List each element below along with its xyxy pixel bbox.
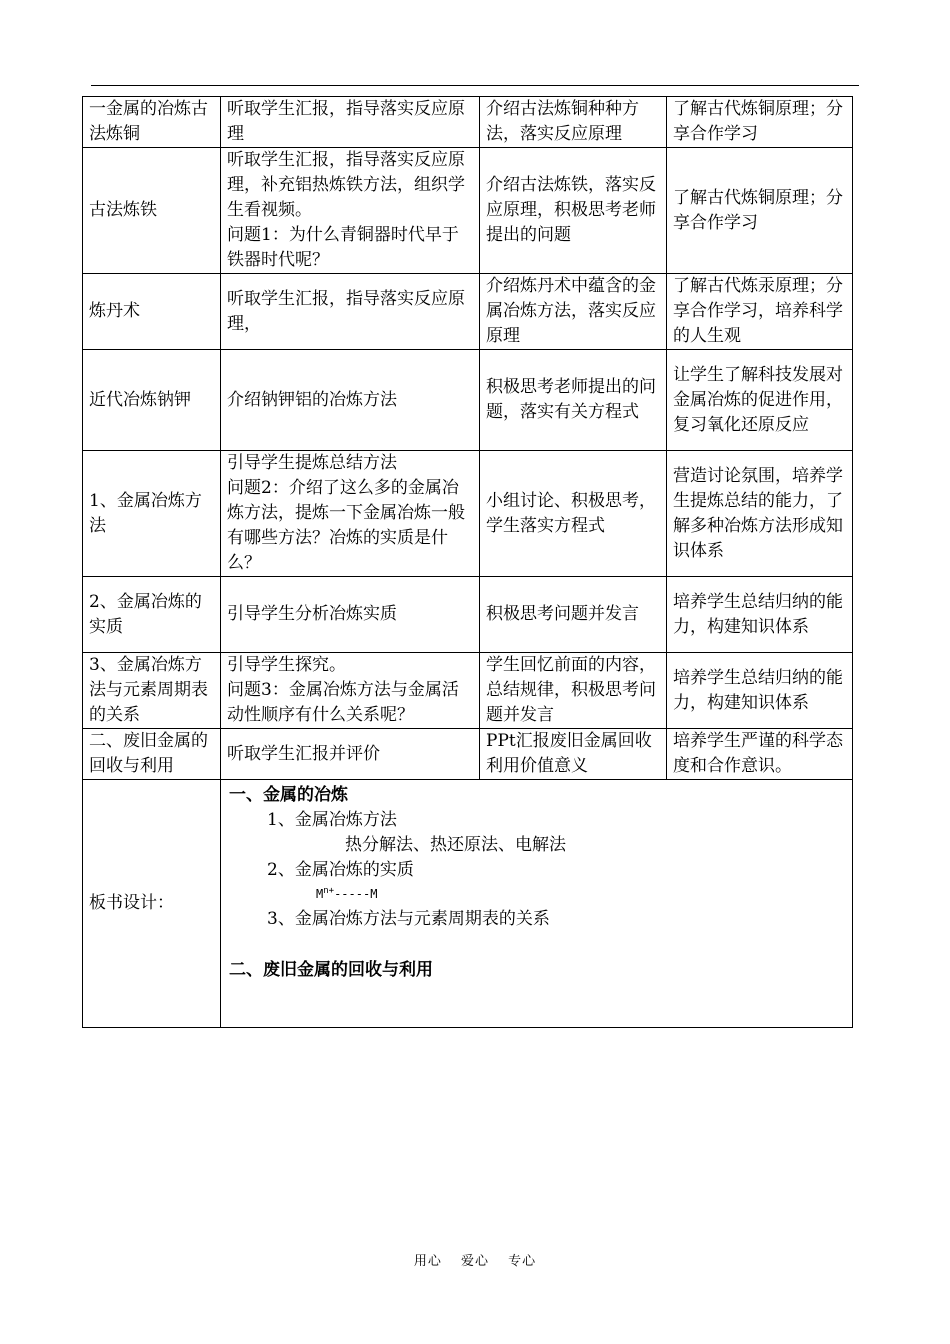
teacher-activity-cell: 引导学生分析冶炼实质 (221, 577, 480, 653)
section-cell: 炼丹术 (83, 274, 221, 350)
student-activity-cell: 学生回忆前面的内容，总结规律，积极思考问题并发言 (480, 653, 667, 729)
table-row (83, 148, 853, 274)
table-row (83, 274, 853, 350)
design-intent-cell: 营造讨论氛围，培养学生提炼总结的能力，了解多种冶炼方法形成知识体系 (667, 451, 853, 577)
student-activity-cell: 介绍炼丹术中蕴含的金属冶炼方法，落实反应原理 (480, 274, 667, 350)
board-item-3: 3、金属冶炼方法与元素周期表的关系 (267, 908, 550, 929)
student-activity-cell: 介绍古法炼铁，落实反应原理，积极思考老师提出的问题 (480, 148, 667, 274)
table-row (83, 577, 853, 653)
table-row (83, 729, 853, 780)
teacher-activity-cell: 引导学生探究。 问题3：金属冶炼方法与金属活动性顺序有什么关系呢？ (221, 653, 480, 729)
table-row (83, 653, 853, 729)
page-footer (0, 1250, 950, 1269)
design-intent-cell: 培养学生总结归纳的能力，构建知识体系 (667, 577, 853, 653)
section-cell: 一金属的冶炼古法炼铜 (83, 97, 221, 148)
teacher-activity-cell: 听取学生汇报并评价 (221, 729, 480, 780)
student-activity-cell: 积极思考老师提出的问题，落实有关方程式 (480, 350, 667, 451)
design-intent-cell: 让学生了解科技发展对金属冶炼的促进作用，复习氧化还原反应 (667, 350, 853, 451)
lesson-plan-table (82, 96, 853, 1028)
student-activity-cell: 介绍古法炼铜种种方法，落实反应原理 (480, 97, 667, 148)
table-row (83, 350, 853, 451)
board-design-content (221, 780, 853, 1028)
teacher-activity-cell: 介绍钠钾铝的冶炼方法 (221, 350, 480, 451)
student-activity-cell: 小组讨论、积极思考，学生落实方程式 (480, 451, 667, 577)
board-item-2: 2、金属冶炼的实质 (267, 859, 414, 880)
teacher-activity-cell: 听取学生汇报，指导落实反应原理 (221, 97, 480, 148)
header-rule (91, 85, 859, 86)
section-cell: 3、金属冶炼方法与元素周期表的关系 (83, 653, 221, 729)
table-row (83, 451, 853, 577)
teacher-activity-cell: 引导学生提炼总结方法 问题2：介绍了这么多的金属冶炼方法，提炼一下金属冶炼一般有哪些方法？冶炼的实质是什么？ (221, 451, 480, 577)
board-design-row (83, 780, 853, 1028)
board-heading-1: 一、金属的冶炼 (229, 784, 348, 805)
teacher-activity-cell: 听取学生汇报，指导落实反应原理，补充铝热炼铁方法，组织学生看视频。 问题1：为什么青铜器时代早于铁器时代呢？ (221, 148, 480, 274)
section-cell: 2、金属冶炼的实质 (83, 577, 221, 653)
section-cell: 二、废旧金属的回收与利用 (83, 729, 221, 780)
design-intent-cell: 了解古代炼汞原理；分享合作学习，培养科学的人生观 (667, 274, 853, 350)
table-row (83, 97, 853, 148)
board-design-label: 板书设计： (83, 780, 221, 1028)
design-intent-cell: 培养学生严谨的科学态度和合作意识。 (667, 729, 853, 780)
design-intent-cell: 了解古代炼铜原理；分享合作学习 (667, 97, 853, 148)
board-heading-2: 二、废旧金属的回收与利用 (229, 959, 433, 980)
footer-word: 专心 (508, 1254, 537, 1269)
board-item-1: 1、金属冶炼方法 (267, 809, 397, 830)
section-cell: 近代冶炼钠钾 (83, 350, 221, 451)
design-intent-cell: 了解古代炼铜原理；分享合作学习 (667, 148, 853, 274)
section-cell: 1、金属冶炼方法 (83, 451, 221, 577)
board-formula: $M^{n+}-----M$ (316, 885, 378, 901)
footer-word: 爱心 (460, 1254, 489, 1269)
section-cell: 古法炼铁 (83, 148, 221, 274)
teacher-activity-cell: 听取学生汇报，指导落实反应原理， (221, 274, 480, 350)
board-item-1-detail: 热分解法、热还原法、电解法 (345, 834, 566, 855)
student-activity-cell: 积极思考问题并发言 (480, 577, 667, 653)
student-activity-cell: PPt汇报废旧金属回收利用价值意义 (480, 729, 667, 780)
footer-word: 用心 (413, 1254, 442, 1269)
design-intent-cell: 培养学生总结归纳的能力，构建知识体系 (667, 653, 853, 729)
